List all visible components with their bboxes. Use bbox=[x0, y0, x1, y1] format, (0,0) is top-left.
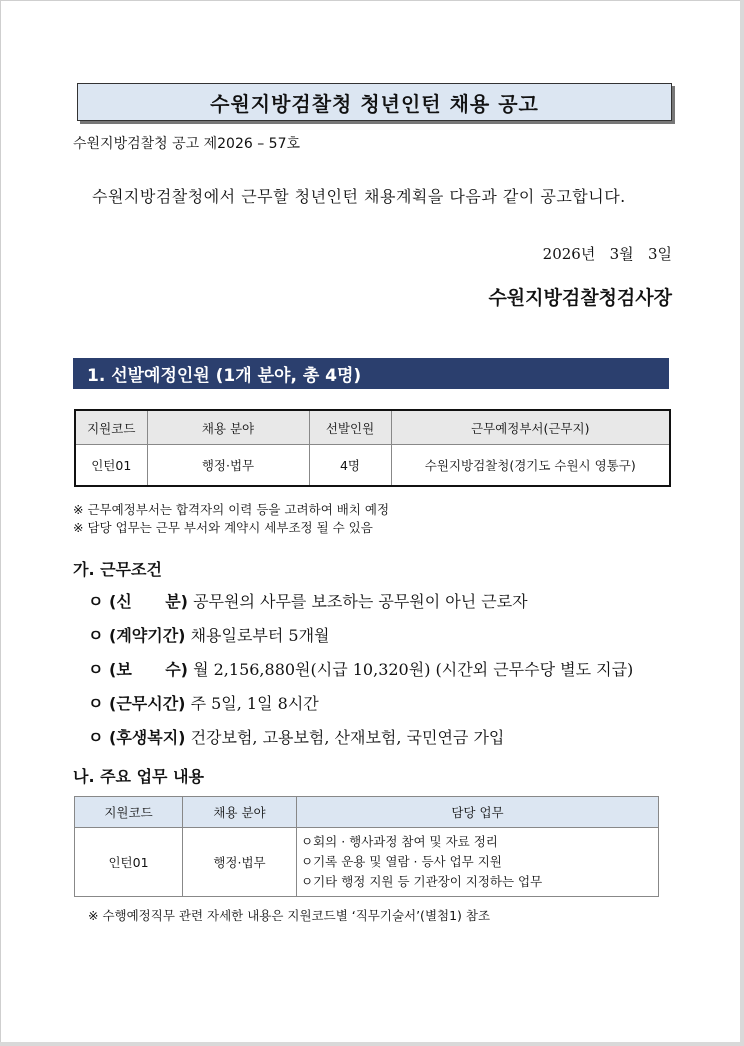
condition-item bbox=[88, 691, 319, 714]
subheading-duties: 나. 주요 업무 내용 bbox=[73, 767, 204, 786]
page-shadow-bottom bbox=[0, 1042, 744, 1046]
table-row bbox=[75, 828, 659, 897]
duty-item: ㅇ기타 행정 지원 등 기관장이 지정하는 업무 bbox=[301, 874, 543, 889]
recruitment-table bbox=[74, 409, 671, 487]
table-header-row bbox=[75, 410, 670, 445]
condition-item bbox=[88, 623, 329, 646]
table-cell: 수원지방검찰청(경기도 수원시 영통구) bbox=[391, 445, 670, 487]
condition-text: 월 2,156,880원(시급 10,320원) (시간외 근무수당 별도 지급) bbox=[188, 660, 634, 679]
note-line: ※ 담당 업무는 근무 부서와 계약시 세부조정 될 수 있음 bbox=[73, 520, 373, 535]
table-cell: 인턴01 bbox=[75, 828, 183, 897]
table-header-cell: 채용 분야 bbox=[183, 797, 297, 828]
section-header-1-text: 1. 선발예정인원 (1개 분야, 총 4명) bbox=[87, 366, 362, 386]
table-cell: 행정·법무 bbox=[183, 828, 297, 897]
condition-item bbox=[88, 725, 504, 748]
condition-text: 공무원의 사무를 보조하는 공무원이 아닌 근로자 bbox=[188, 592, 528, 611]
subheading-conditions: 가. 근무조건 bbox=[73, 560, 162, 579]
condition-label: ㅇ (근무시간) bbox=[88, 694, 186, 713]
table-header-cell: 근무예정부서(근무지) bbox=[391, 410, 670, 445]
condition-label: ㅇ (신 분) bbox=[88, 592, 188, 611]
page-shadow-right bbox=[740, 0, 744, 1046]
intro-text: 수원지방검찰청에서 근무할 청년인턴 채용계획을 다음과 같이 공고합니다. bbox=[92, 187, 626, 206]
footnote: ※ 수행예정직무 관련 자세한 내용은 지원코드별 ‘직무기술서’(별첨1) 참조 bbox=[88, 908, 491, 923]
condition-text: 채용일로부터 5개월 bbox=[185, 626, 330, 645]
condition-item bbox=[88, 589, 528, 612]
note-line: ※ 근무예정부서는 합격자의 이력 등을 고려하여 배치 예정 bbox=[73, 502, 390, 517]
section-header-1 bbox=[73, 358, 669, 389]
table-header-cell: 지원코드 bbox=[75, 410, 147, 445]
duties-table bbox=[74, 796, 659, 897]
condition-text: 주 5일, 1일 8시간 bbox=[185, 694, 319, 713]
signer: 수원지방검찰청검사장 bbox=[488, 287, 672, 309]
table-header-cell: 담당 업무 bbox=[297, 797, 659, 828]
condition-item bbox=[88, 657, 633, 680]
duty-item: ㅇ기록 운용 및 열람 · 등사 업무 지원 bbox=[301, 854, 502, 869]
duties-cell bbox=[297, 828, 659, 897]
table-header-cell: 지원코드 bbox=[75, 797, 183, 828]
condition-text: 건강보험, 고용보험, 산재보험, 국민연금 가입 bbox=[185, 728, 505, 747]
duty-item: ㅇ회의 · 행사과정 참여 및 자료 정리 bbox=[301, 834, 498, 849]
table-cell: 행정·법무 bbox=[147, 445, 309, 487]
table-cell: 4명 bbox=[309, 445, 391, 487]
notice-number: 수원지방검찰청 공고 제2026 – 57호 bbox=[73, 136, 301, 152]
table-cell: 인턴01 bbox=[75, 445, 147, 487]
condition-label: ㅇ (계약기간) bbox=[88, 626, 186, 645]
table-header-cell: 채용 분야 bbox=[147, 410, 309, 445]
condition-label: ㅇ (보 수) bbox=[88, 660, 188, 679]
condition-label: ㅇ (후생복지) bbox=[88, 728, 186, 747]
document-title: 수원지방검찰청 청년인턴 채용 공고 bbox=[77, 83, 672, 121]
notice-date: 2026년 3월 3일 bbox=[542, 245, 672, 263]
table-header-row bbox=[75, 797, 659, 828]
table-header-cell: 선발인원 bbox=[309, 410, 391, 445]
table-row bbox=[75, 445, 670, 487]
